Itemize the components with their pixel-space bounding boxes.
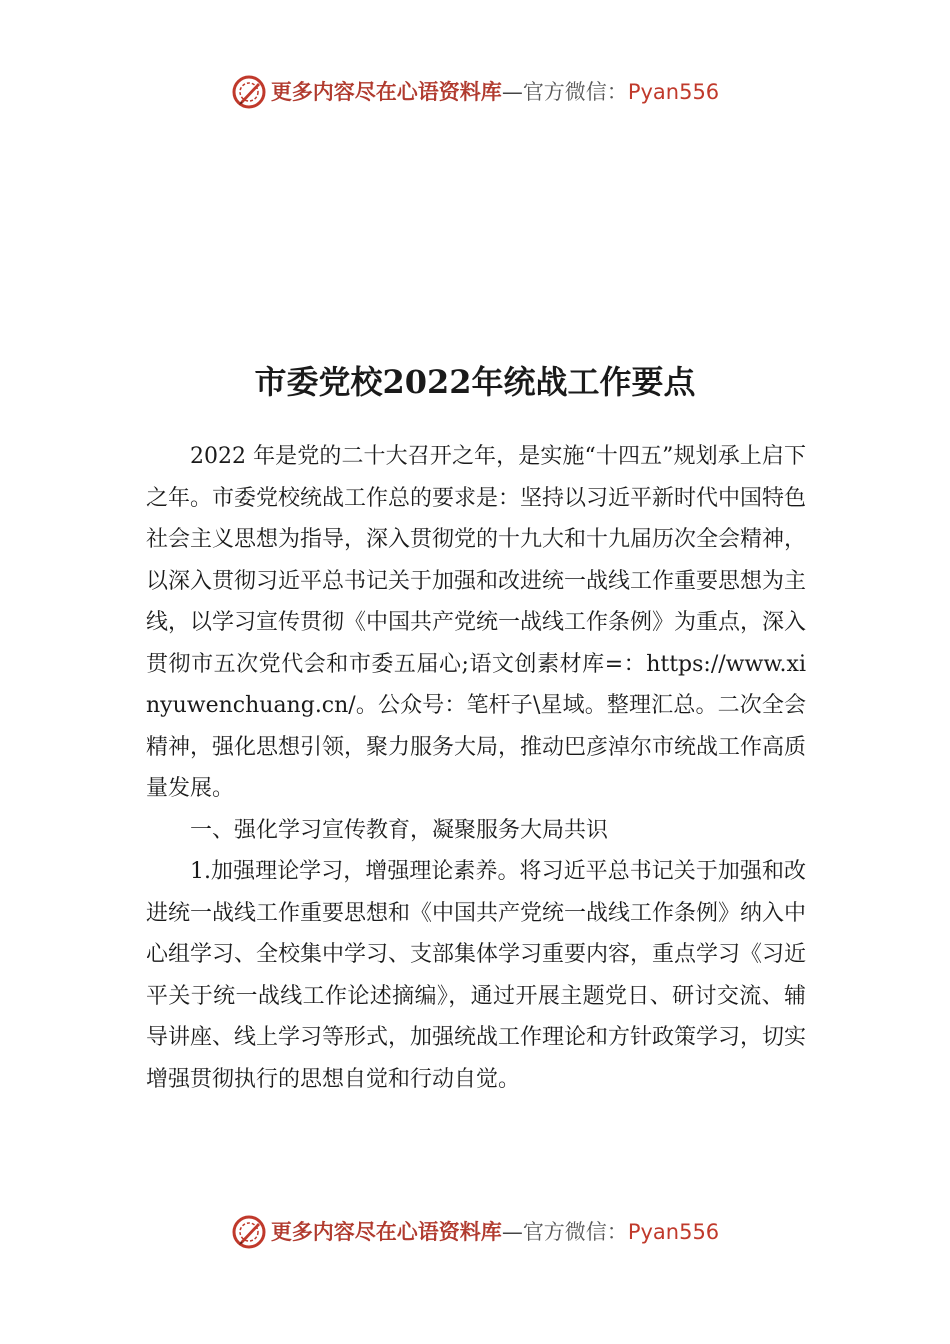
banner-label: 官方微信： [522,1220,628,1244]
document-title: 市委党校2022年统战工作要点 [254,363,696,401]
footer-banner [0,1210,950,1254]
banner-label: 官方微信： [522,80,628,104]
document-body [146,436,806,1100]
banner-dash: — [501,1220,523,1244]
pen-logo-icon [231,74,267,110]
header-banner [0,70,950,114]
header-banner-text [271,70,719,114]
banner-wechat-id: Pyan556 [627,80,720,104]
intro-paragraph: 2022 年是党的二十大召开之年，是实施“十四五”规划承上启下之年。市委党校统战工作总的要求是：坚持以习近平新时代中国特色社会主义思想为指导，深入贯彻党的十九大和十九届历次全会精神，以深入贯彻习近平总书记关于加强和改进统一战线工作重要思想为主线，以学习宣传贯彻《中国共产党统一战线工作条例》为重点，深入贯彻市五次党代会和市委五届心;语文创素材库=：https://www.xinyuwenchuang.cn/。公众号：笔杆子\星域。整理汇总。二次全会精神，强化思想引领，聚力服务大局，推动巴彦淖尔市统战工作高质量发展。 [146,444,807,801]
pen-logo-icon [231,1214,267,1250]
banner-wechat-id: Pyan556 [627,1220,720,1244]
banner-dash: — [501,80,523,104]
banner-brand: 更多内容尽在心语资料库 [270,80,502,104]
banner-brand: 更多内容尽在心语资料库 [270,1220,502,1244]
footer-banner-text [271,1210,719,1254]
body-paragraph: 1.加强理论学习，增强理论素养。将习近平总书记关于加强和改进统一战线工作重要思想和《中国共产党统一战线工作条例》纳入中心组学习、全校集中学习、支部集体学习重要内容，重点学习《习近平关于统一战线工作论述摘编》，通过开展主题党日、研讨交流、辅导讲座、线上学习等形式，加强统战工作理论和方针政策学习，切实增强贯彻执行的思想自觉和行动自觉。 [146,859,807,1092]
section-heading: 一、强化学习宣传教育，凝聚服务大局共识 [190,817,609,843]
